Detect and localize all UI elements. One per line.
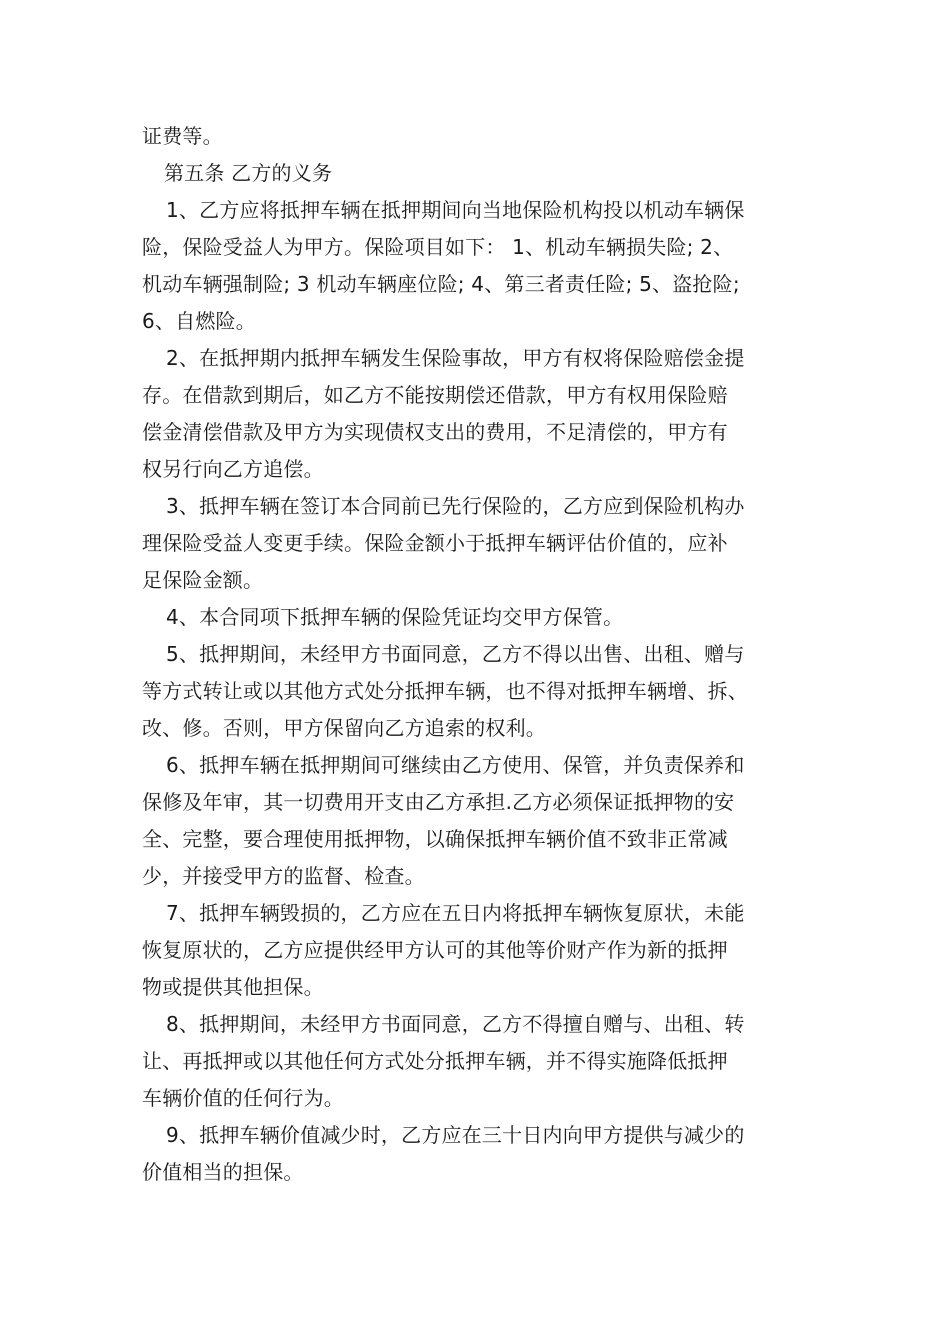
section-heading: 第五条 乙方的义务 (164, 161, 333, 185)
clause-7-line: 物或提供其他担保。 (142, 975, 324, 999)
clause-2-line: 偿金清偿借款及甲方为实现债权支出的费用，不足清偿的，甲方有 (142, 420, 728, 444)
clause-1-line: 1、乙方应将抵押车辆在抵押期间向当地保险机构投以机动车辆保 (166, 198, 745, 222)
clause-3-line: 足保险金额。 (142, 568, 264, 592)
clause-7-line: 恢复原状的，乙方应提供经甲方认可的其他等价财产作为新的抵押 (142, 938, 728, 962)
text-line: 证费等。 (142, 124, 223, 148)
clause-1-line: 险，保险受益人为甲方。保险项目如下： 1、机动车辆损失险; 2、 (142, 235, 734, 259)
clause-9-line: 价值相当的担保。 (142, 1160, 304, 1184)
clause-2-line: 存。在借款到期后，如乙方不能按期偿还借款，甲方有权用保险赔 (142, 383, 728, 407)
clause-4-line: 4、本合同项下抵押车辆的保险凭证均交甲方保管。 (166, 605, 624, 629)
clause-1-line: 机动车辆强制险; 3 机动车辆座位险; 4、第三者责任险; 5、盗抢险; (142, 272, 740, 296)
clause-3-line: 理保险受益人变更手续。保险金额小于抵押车辆评估价值的，应补 (142, 531, 728, 555)
clause-7-line: 7、抵押车辆毁损的，乙方应在五日内将抵押车辆恢复原状，未能 (166, 901, 745, 925)
clause-8-line: 8、抵押期间，未经甲方书面同意，乙方不得擅自赠与、出租、转 (166, 1012, 745, 1036)
clause-6-line: 少，并接受甲方的监督、检查。 (142, 864, 425, 888)
clause-5-line: 改、修。否则，甲方保留向乙方追索的权利。 (142, 716, 546, 740)
clause-6-line: 保修及年审，其一切费用开支由乙方承担.乙方必须保证抵押物的安 (142, 790, 735, 814)
clause-8-line: 让、再抵押或以其他任何方式处分抵押车辆，并不得实施降低抵押 (142, 1049, 728, 1073)
clause-6-line: 6、抵押车辆在抵押期间可继续由乙方使用、保管，并负责保养和 (166, 753, 745, 777)
clause-3-line: 3、抵押车辆在签订本合同前已先行保险的，乙方应到保险机构办 (166, 494, 745, 518)
clause-8-line: 车辆价值的任何行为。 (142, 1086, 344, 1110)
clause-9-line: 9、抵押车辆价值减少时，乙方应在三十日内向甲方提供与减少的 (166, 1123, 745, 1147)
clause-6-line: 全、完整，要合理使用抵押物，以确保抵押车辆价值不致非正常减 (142, 827, 728, 851)
clause-5-line: 5、抵押期间，未经甲方书面同意，乙方不得以出售、出租、赠与 (166, 642, 745, 666)
clause-2-line: 2、在抵押期内抵押车辆发生保险事故，甲方有权将保险赔偿金提 (166, 346, 745, 370)
document-body (142, 118, 810, 1191)
clause-1-line: 6、自燃险。 (142, 309, 256, 333)
clause-2-line: 权另行向乙方追偿。 (142, 457, 324, 481)
clause-5-line: 等方式转让或以其他方式处分抵押车辆，也不得对抵押车辆增、拆、 (142, 679, 748, 703)
